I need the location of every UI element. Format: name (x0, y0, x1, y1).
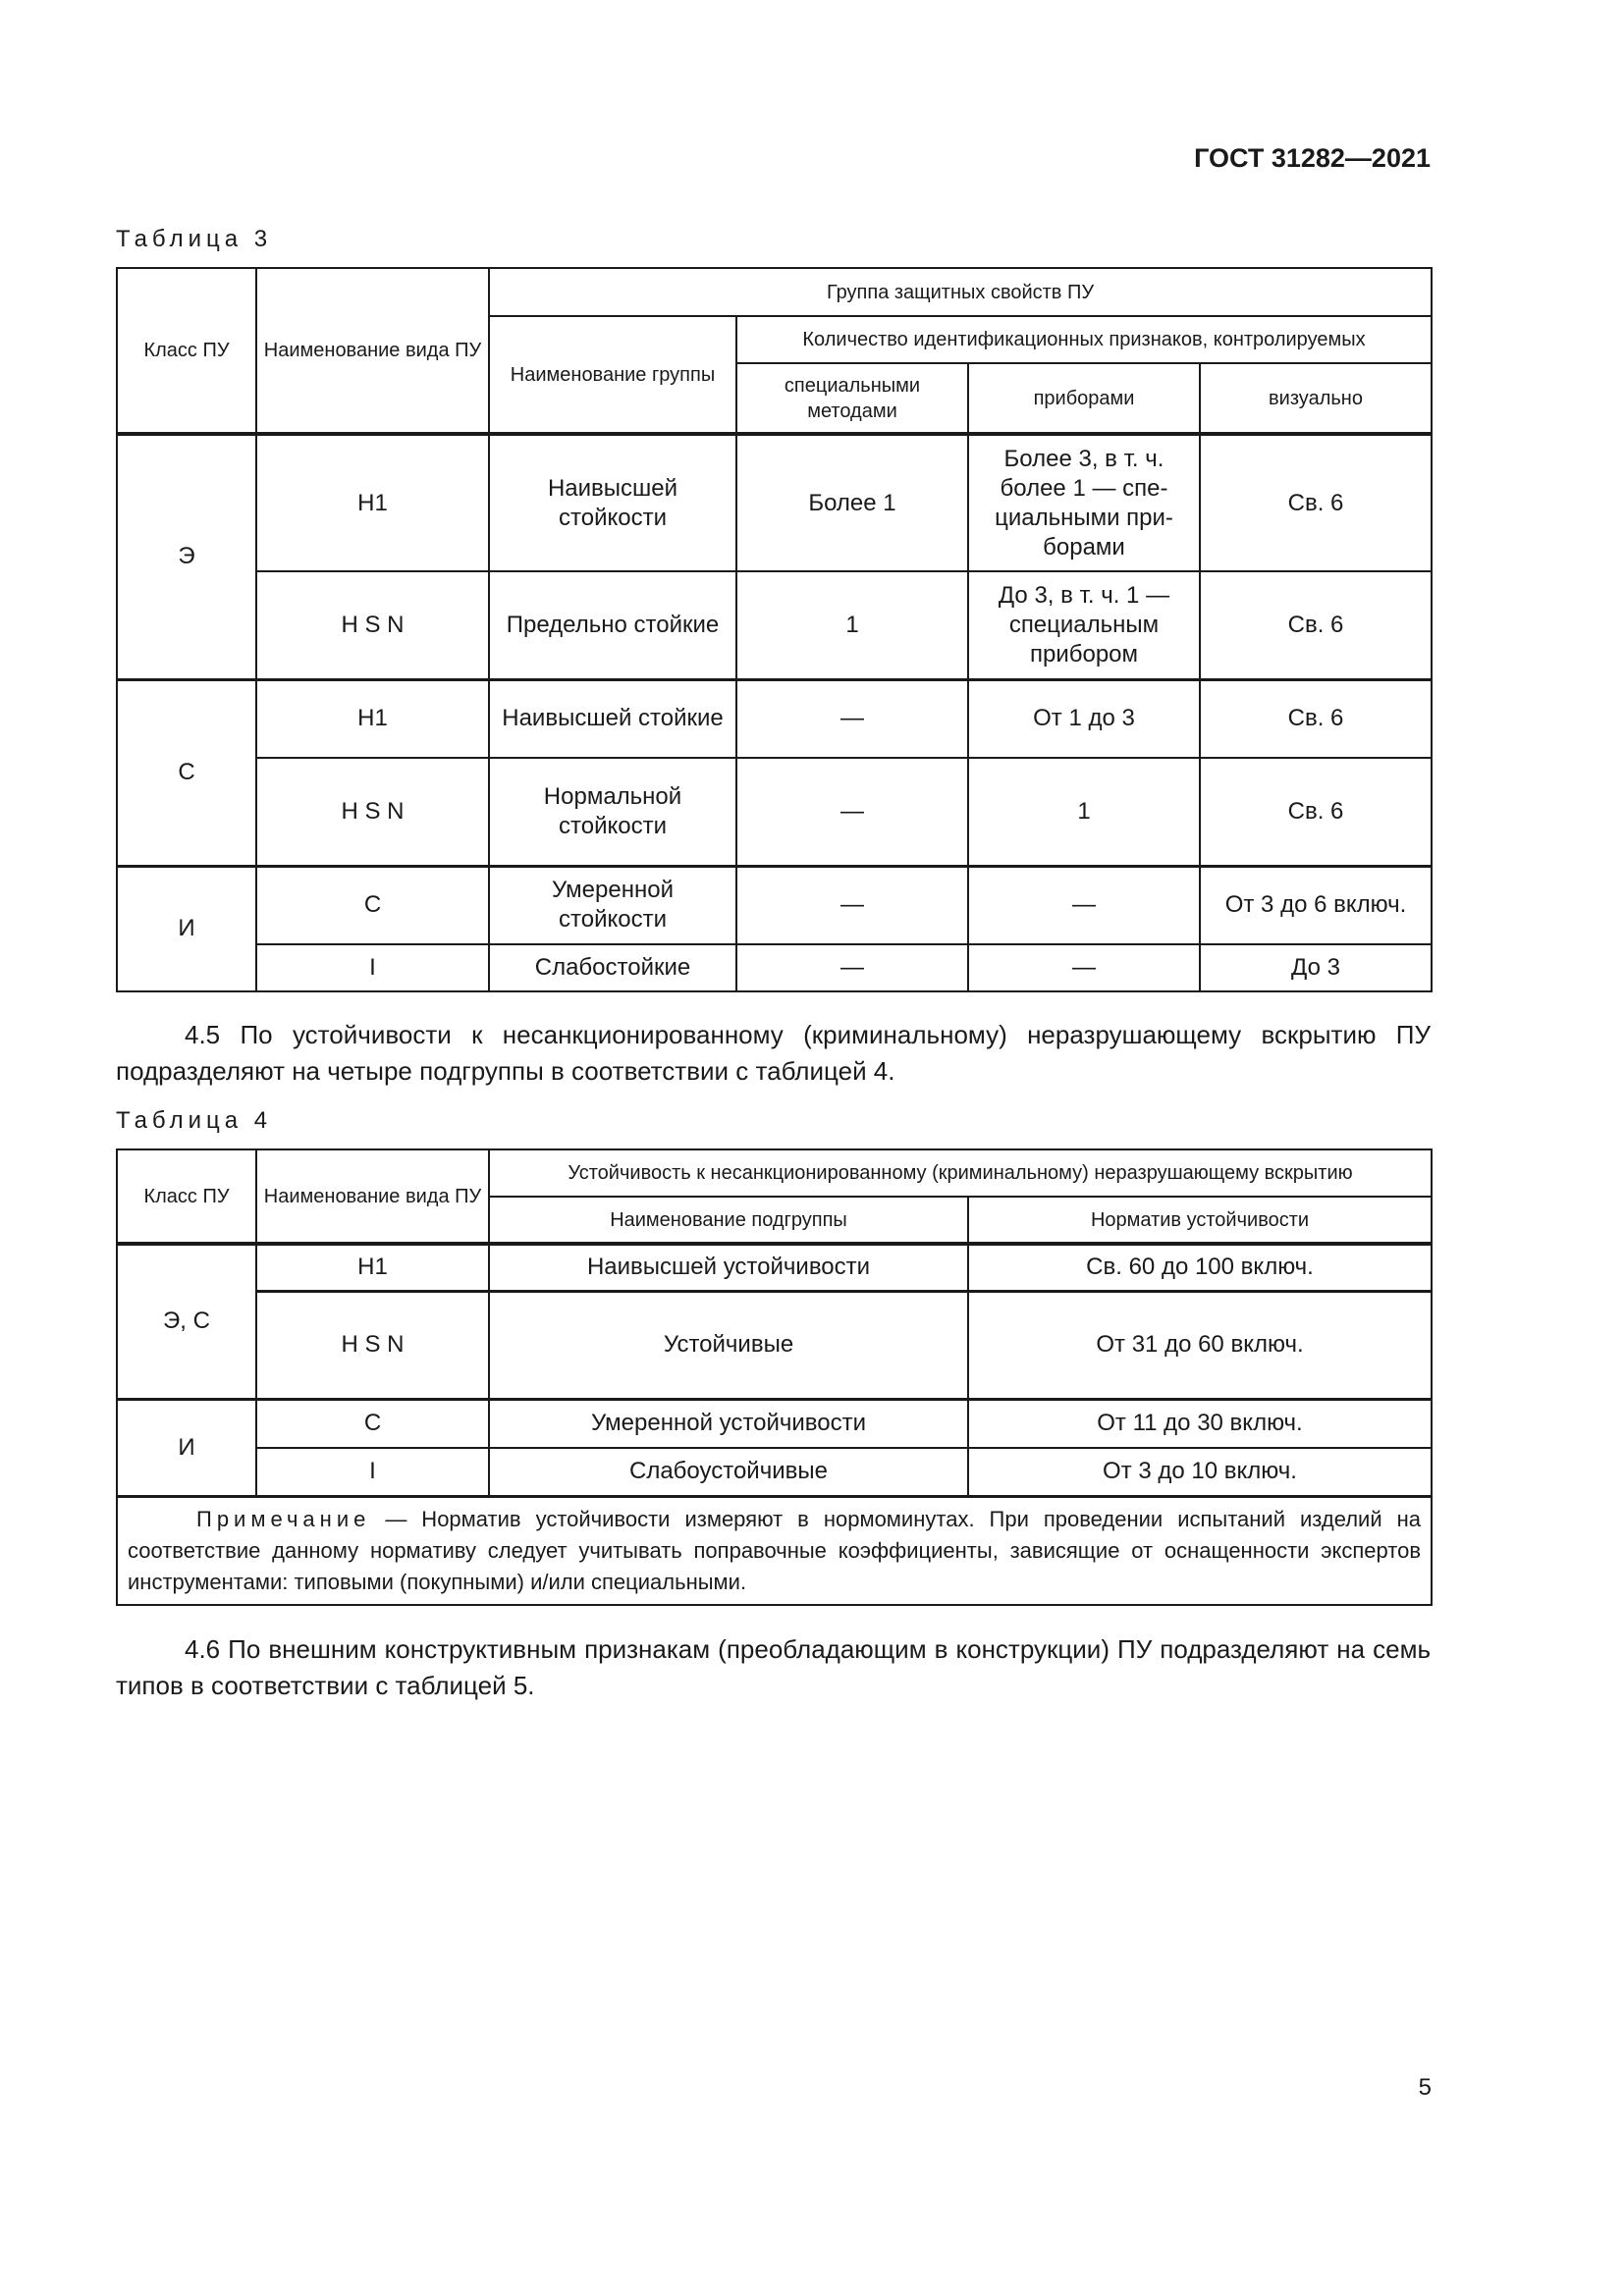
header-special-methods: специальными методами (736, 363, 968, 434)
header-type-name: Наименование вида ПУ (256, 268, 489, 434)
table-row (117, 758, 1432, 866)
special-cell: — (736, 944, 968, 991)
page-number: 5 (1418, 2074, 1432, 2101)
type-cell: H S N (256, 571, 489, 679)
group-cell: Слабостойкие (489, 944, 736, 991)
table-3 (116, 267, 1433, 992)
header-class: Класс ПУ (117, 268, 256, 434)
table4-caption: Таблица 4 (116, 1107, 273, 1134)
document-code: ГОСТ 31282—2021 (1194, 143, 1431, 173)
group-cell: Наивысшей стойкие (489, 679, 736, 758)
header-resistance: Устойчивость к несанкционированному (криминальному) неразрушающему вскрытию (489, 1149, 1432, 1197)
table-row (117, 434, 1432, 571)
header-protective-group: Группа защитных свойств ПУ (489, 268, 1432, 316)
devices-cell: От 1 до 3 (968, 679, 1200, 758)
type-cell: H S N (256, 758, 489, 866)
group-cell: Умеренной стойкости (489, 866, 736, 944)
paragraph-4-6: 4.6 По внешним конструктивным признакам (преобладающим в конструкции) ПУ подразделяют на семь типов в соответствии с таблицей 5. (116, 1634, 1431, 1700)
table-row (117, 1448, 1432, 1496)
header-class: Класс ПУ (117, 1149, 256, 1244)
table-4 (116, 1148, 1433, 1606)
class-cell: И (117, 866, 256, 991)
class-cell: Э, С (117, 1244, 256, 1399)
visual-cell: До 3 (1200, 944, 1432, 991)
header-visual: визуально (1200, 363, 1432, 434)
table-row (117, 679, 1432, 758)
table-row (117, 571, 1432, 679)
norm-cell: Св. 60 до 100 включ. (968, 1244, 1432, 1291)
table-row (117, 866, 1432, 944)
subgroup-cell: Умеренной устойчивости (489, 1399, 968, 1448)
header-group-name: Наименование группы (489, 316, 736, 434)
type-cell: C (256, 1399, 489, 1448)
visual-cell: От 3 до 6 включ. (1200, 866, 1432, 944)
group-cell: Предельно стойкие (489, 571, 736, 679)
type-cell: I (256, 1448, 489, 1496)
table-row (117, 1291, 1432, 1399)
table-note-row (117, 1496, 1432, 1605)
special-cell: 1 (736, 571, 968, 679)
table3-caption: Таблица 3 (116, 226, 273, 252)
devices-cell: — (968, 944, 1200, 991)
devices-cell: 1 (968, 758, 1200, 866)
visual-cell: Св. 6 (1200, 434, 1432, 571)
special-cell: — (736, 758, 968, 866)
group-cell: Нормальной стойкости (489, 758, 736, 866)
special-cell: — (736, 866, 968, 944)
header-subgroup-name: Наименование подгруппы (489, 1197, 968, 1244)
type-cell: H1 (256, 1244, 489, 1291)
note-label: Примечание (196, 1506, 371, 1531)
subgroup-cell: Слабоустойчивые (489, 1448, 968, 1496)
norm-cell: От 3 до 10 включ. (968, 1448, 1432, 1496)
special-cell: Более 1 (736, 434, 968, 571)
visual-cell: Св. 6 (1200, 571, 1432, 679)
note-text: — Норматив устойчивости измеряют в нормоминутах. При проведении испытаний изделий на соответствие данному нормативу следует учитывать поправочные коэффициенты, зависящие от оснащенности экспертов инструментами: типовыми (покупными) и/или специальными. (128, 1506, 1422, 1594)
devices-cell: — (968, 866, 1200, 944)
paragraph-4-5: 4.5 По устойчивости к несанкционированному (криминальному) неразрушающему вскрытию ПУ подразделяют на четыре подгруппы в соответствии с таблицей 4. (116, 1020, 1431, 1086)
subgroup-cell: Наивысшей устойчивости (489, 1244, 968, 1291)
group-cell: Наивысшей стойкости (489, 434, 736, 571)
header-devices: приборами (968, 363, 1200, 434)
header-feature-count: Количество идентификационных признаков, контролируемых (736, 316, 1432, 363)
table-note (117, 1496, 1432, 1605)
norm-cell: От 31 до 60 включ. (968, 1291, 1432, 1399)
type-cell: H S N (256, 1291, 489, 1399)
type-cell: C (256, 866, 489, 944)
devices-cell: До 3, в т. ч. 1 — специальным прибором (968, 571, 1200, 679)
type-cell: I (256, 944, 489, 991)
header-resistance-norm: Норматив устойчивости (968, 1197, 1432, 1244)
subgroup-cell: Устойчивые (489, 1291, 968, 1399)
type-cell: H1 (256, 434, 489, 571)
table-row (117, 1244, 1432, 1291)
table-row (117, 1399, 1432, 1448)
devices-cell: Более 3, в т. ч. более 1 — спе-циальными при-борами (968, 434, 1200, 571)
type-cell: H1 (256, 679, 489, 758)
header-type-name: Наименование вида ПУ (256, 1149, 489, 1244)
norm-cell: От 11 до 30 включ. (968, 1399, 1432, 1448)
visual-cell: Св. 6 (1200, 758, 1432, 866)
table-row (117, 944, 1432, 991)
visual-cell: Св. 6 (1200, 679, 1432, 758)
special-cell: — (736, 679, 968, 758)
class-cell: И (117, 1399, 256, 1496)
class-cell: Э (117, 434, 256, 679)
class-cell: С (117, 679, 256, 866)
